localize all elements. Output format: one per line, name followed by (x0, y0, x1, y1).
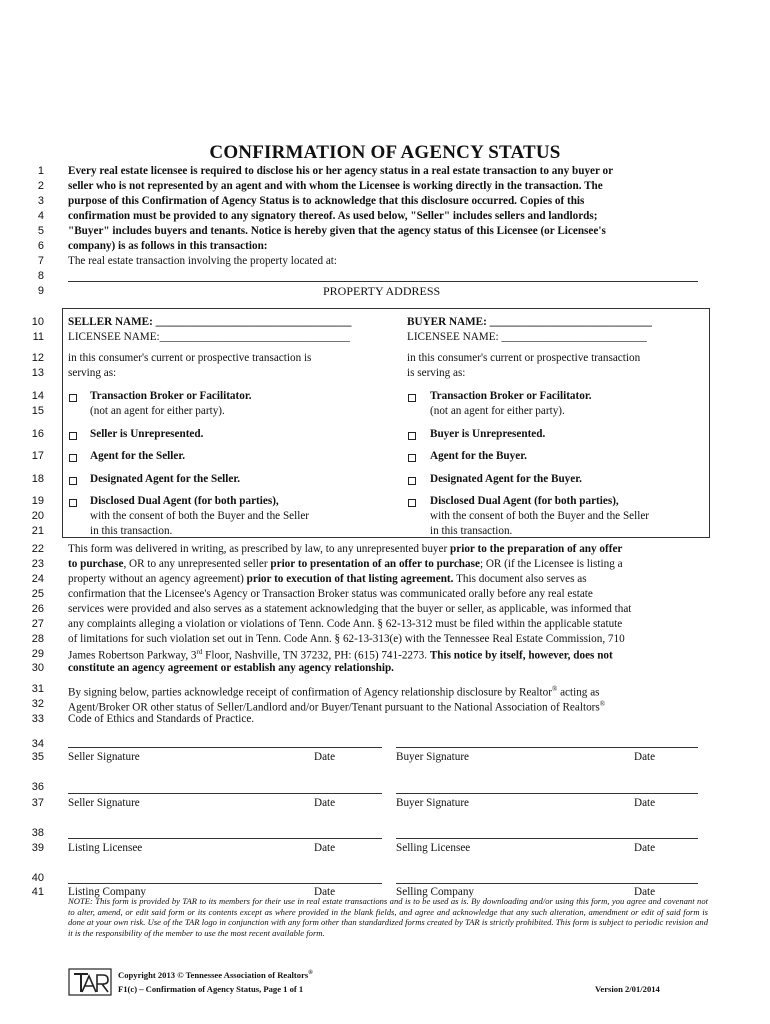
listing-licensee-label: Listing Licensee (68, 842, 143, 854)
line-number: 26 (31, 603, 44, 615)
line-number: 41 (31, 886, 44, 898)
buyer-unrepresented-checkbox[interactable] (408, 432, 416, 440)
selling-licensee-label: Selling Licensee (396, 842, 471, 854)
delivery-line-22: This form was delivered in writing, as prescribed by law, to any unrepresented buyer prior to the preparation of any offer (68, 543, 623, 555)
version-text: Version 2/01/2014 (595, 984, 660, 994)
seller-consumer-line-1: in this consumer's current or prospective transaction is (68, 352, 312, 364)
line-number: 18 (31, 473, 44, 485)
line-number: 11 (32, 331, 44, 343)
document-title: CONFIRMATION OF AGENCY STATUS (209, 142, 561, 163)
usage-notice: NOTE: This form is provided by TAR to its members for their use in real estate transactions and is to be used as is. By downloading and/or using this form, you agree and covenant not to alter, amend, or edit said form or its contents except as where provided in the blank fields, and agree and acknowledge that any such alteration, amendment or edit of said form is done at your own risk. Use of the TAR logo in conjunction with any form other than standardized forms created by TAR is strictly prohibited. This form is subject to periodic revision and it is the responsibility of the member to use the most recent available form. (68, 896, 708, 938)
buyer-consumer-line-1: in this consumer's current or prospective transaction (407, 352, 641, 364)
buyer-signature-label-2: Buyer Signature (396, 797, 470, 809)
buyer-date-label-2: Date (634, 797, 656, 809)
buyer-transaction-broker-checkbox[interactable] (408, 394, 416, 402)
line-number: 5 (37, 225, 44, 237)
buyer-licensee-field[interactable]: LICENSEE NAME: __________________________ (407, 331, 647, 343)
seller-transaction-broker-label: Transaction Broker or Facilitator. (90, 390, 252, 402)
intro-line-7: The real estate transaction involving the property located at: (68, 255, 338, 267)
buyer-name-field[interactable]: BUYER NAME: _____________________________ (407, 316, 652, 328)
line-number: 20 (31, 510, 44, 522)
line-number: 1 (37, 165, 44, 177)
copyright-text: Copyright 2013 © Tennessee Association of Realtors® (118, 970, 313, 980)
seller-dual-agent-line-2: with the consent of both the Buyer and the Seller (90, 510, 310, 522)
seller-consumer-line-2: serving as: (68, 367, 117, 379)
listing-company-label: Listing Company (68, 886, 147, 898)
buyer-consumer-line-2: is serving as: (407, 367, 466, 379)
line-number: 25 (31, 588, 44, 600)
line-number: 24 (31, 573, 44, 585)
selling-company-date-label: Date (634, 886, 656, 898)
listing-company-date-label: Date (314, 886, 336, 898)
ack-line-31: By signing below, parties acknowledge receipt of confirmation of Agency relationship disclosure by Realtor® acting as (68, 685, 600, 699)
line-number: 31 (31, 683, 44, 695)
line-number: 35 (31, 751, 44, 763)
seller-signature-label-2: Seller Signature (68, 797, 140, 809)
buyer-transaction-broker-label: Transaction Broker or Facilitator. (430, 390, 592, 402)
buyer-dual-agent-line-3: in this transaction. (430, 525, 513, 537)
line-number: 15 (31, 405, 44, 417)
seller-licensee-field[interactable]: LICENSEE NAME:__________________________________ (68, 331, 350, 343)
buyer-dual-agent-checkbox[interactable] (408, 499, 416, 507)
seller-signature-line-2[interactable] (68, 793, 382, 794)
buyer-designated-agent-checkbox[interactable] (408, 477, 416, 485)
buyer-signature-label-1: Buyer Signature (396, 751, 470, 763)
line-number: 29 (31, 648, 44, 660)
line-number: 32 (31, 698, 44, 710)
line-number: 10 (31, 316, 44, 328)
listing-company-line[interactable] (68, 883, 382, 884)
buyer-dual-agent-label: Disclosed Dual Agent (for both parties), (430, 495, 619, 507)
intro-line-2: seller who is not represented by an agent and with whom the Licensee is working directly in the transaction. The (68, 180, 603, 192)
line-number: 13 (31, 367, 44, 379)
delivery-line-29: James Robertson Parkway, 3rd Floor, Nashville, TN 37232, PH: (615) 741-2273. This notice by itself, however, does not (68, 648, 613, 662)
line-number: 12 (31, 352, 44, 364)
intro-line-1: Every real estate licensee is required to disclose his or her agency status in a real estate transaction to any buyer or (68, 165, 614, 177)
intro-line-4: confirmation must be provided to any signatory thereof. As used below, "Seller" includes sellers and landlords; (68, 210, 598, 222)
line-number: 38 (31, 827, 44, 839)
delivery-line-25: confirmation that the Licensee's Agency or Transaction Broker status was communicated orally before any real estate (68, 588, 593, 600)
seller-signature-label-1: Seller Signature (68, 751, 140, 763)
buyer-signature-line-2[interactable] (396, 793, 698, 794)
seller-dual-agent-checkbox[interactable] (69, 499, 77, 507)
seller-dual-agent-line-3: in this transaction. (90, 525, 173, 537)
line-number: 36 (31, 781, 44, 793)
buyer-date-label-1: Date (634, 751, 656, 763)
buyer-agent-checkbox[interactable] (408, 454, 416, 462)
line-number: 8 (37, 270, 44, 282)
seller-date-label-1: Date (314, 751, 336, 763)
line-number: 17 (31, 450, 44, 462)
seller-unrepresented-label: Seller is Unrepresented. (90, 428, 204, 440)
line-number: 9 (37, 285, 44, 297)
seller-date-label-2: Date (314, 797, 336, 809)
property-address-field[interactable] (68, 281, 698, 282)
delivery-line-23: to purchase, OR to any unrepresented seller prior to presentation of an offer to purchase; OR (if the Licensee is listing a (68, 558, 623, 570)
line-number: 19 (31, 495, 44, 507)
seller-designated-agent-checkbox[interactable] (69, 477, 77, 485)
seller-agent-checkbox[interactable] (69, 454, 77, 462)
delivery-line-26: services were provided and also serves as a statement acknowledging that the buyer or seller, as applicable, was informed that (68, 603, 632, 615)
seller-dual-agent-label: Disclosed Dual Agent (for both parties), (90, 495, 279, 507)
buyer-unrepresented-label: Buyer is Unrepresented. (430, 428, 546, 440)
seller-agent-label: Agent for the Seller. (90, 450, 186, 462)
delivery-line-24: property without an agency agreement) prior to execution of that listing agreement. This document also serves as (68, 573, 587, 585)
seller-transaction-broker-sub: (not an agent for either party). (90, 405, 225, 417)
line-number: 2 (37, 180, 44, 192)
line-number: 37 (31, 797, 44, 809)
line-number: 30 (31, 662, 44, 674)
line-number: 27 (31, 618, 44, 630)
line-number: 3 (37, 195, 44, 207)
seller-transaction-broker-checkbox[interactable] (69, 394, 77, 402)
line-number: 14 (31, 390, 44, 402)
listing-licensee-line[interactable] (68, 838, 382, 839)
buyer-transaction-broker-sub: (not an agent for either party). (430, 405, 565, 417)
buyer-designated-agent-label: Designated Agent for the Buyer. (430, 473, 582, 485)
seller-unrepresented-checkbox[interactable] (69, 432, 77, 440)
selling-licensee-date-label: Date (634, 842, 656, 854)
delivery-line-27: any complaints alleging a violation or violations of Tenn. Code Ann. § 62-13-312 must be filed within the applicable statute (68, 618, 623, 630)
intro-line-6: company) is as follows in this transaction: (68, 240, 268, 252)
line-number: 7 (37, 255, 44, 267)
property-address-label: PROPERTY ADDRESS (323, 284, 441, 298)
line-number: 34 (31, 738, 44, 750)
line-number: 39 (31, 842, 44, 854)
delivery-line-30: constitute an agency agreement or establish any agency relationship. (68, 662, 394, 674)
form-identifier: F1(c) – Confirmation of Agency Status, Page 1 of 1 (118, 984, 304, 994)
line-number: 23 (31, 558, 44, 570)
line-number: 40 (31, 872, 44, 884)
tar-logo (68, 968, 112, 996)
ack-line-33: Code of Ethics and Standards of Practice. (68, 713, 255, 725)
listing-licensee-date-label: Date (314, 842, 336, 854)
seller-designated-agent-label: Designated Agent for the Seller. (90, 473, 241, 485)
buyer-agent-label: Agent for the Buyer. (430, 450, 527, 462)
line-number: 28 (31, 633, 44, 645)
line-number: 21 (31, 525, 44, 537)
selling-company-label: Selling Company (396, 886, 475, 898)
selling-licensee-line[interactable] (396, 838, 698, 839)
line-number: 16 (31, 428, 44, 440)
intro-line-5: "Buyer" includes buyers and tenants. Notice is hereby given that the agency status of this Licensee (or Licensee's (68, 225, 606, 237)
ack-line-32: Agent/Broker OR other status of Seller/Landlord and/or Buyer/Tenant pursuant to the National Association of Realtors® (68, 700, 606, 714)
line-number: 4 (37, 210, 44, 222)
intro-line-3: purpose of this Confirmation of Agency Status is to acknowledge that this disclosure occurred. Copies of this (68, 195, 585, 207)
delivery-line-28: of limitations for such violation set out in Tenn. Code Ann. § 62-13-313(e) with the Tennessee Real Estate Commission, 710 (68, 633, 625, 645)
buyer-signature-line-1[interactable] (396, 747, 698, 748)
seller-signature-line-1[interactable] (68, 747, 382, 748)
selling-company-line[interactable] (396, 883, 698, 884)
line-number: 6 (37, 240, 44, 252)
line-number: 33 (31, 713, 44, 725)
seller-name-field[interactable]: SELLER NAME: ___________________________________ (68, 316, 352, 328)
line-number: 22 (31, 543, 44, 555)
buyer-dual-agent-line-2: with the consent of both the Buyer and the Seller (430, 510, 650, 522)
